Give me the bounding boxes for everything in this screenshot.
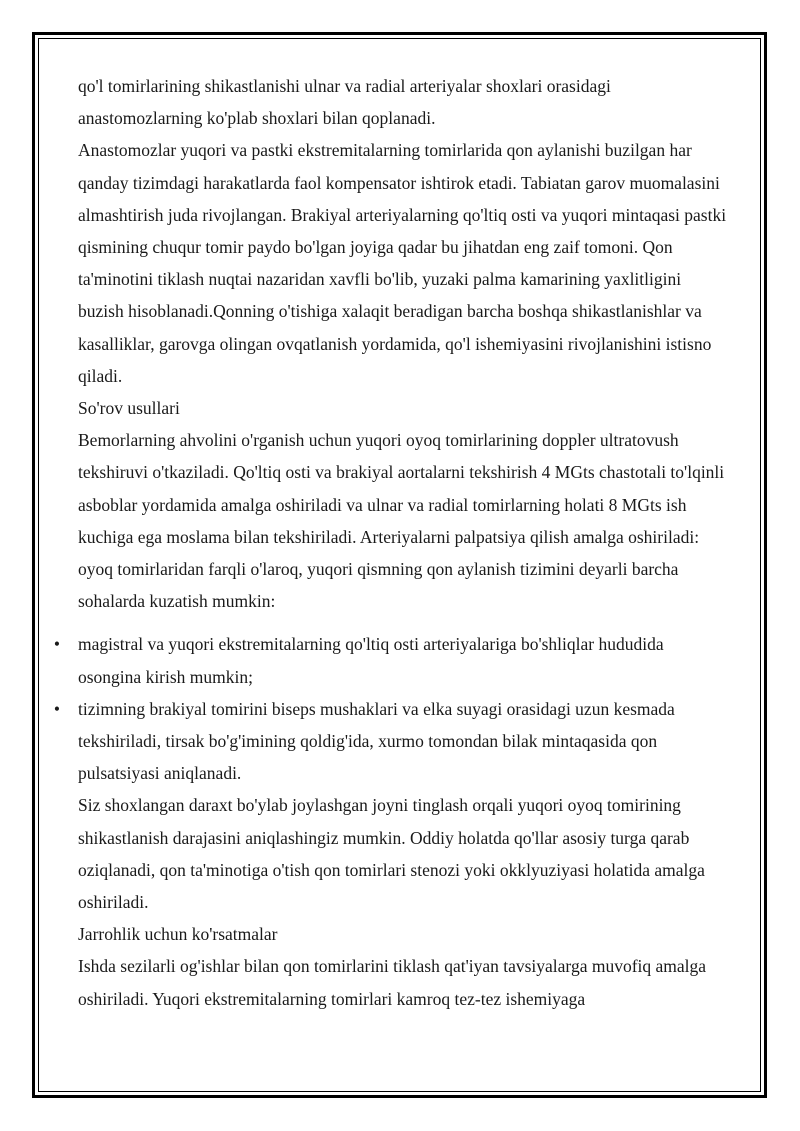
section-heading-surgery-indications: Jarrohlik uchun ko'rsatmalar <box>78 924 278 945</box>
paragraph-branching: Siz shoxlangan daraxt bo'ylab joylashgan joyni tinglash orqali yuqori oyoq tomirining shikastlanish darajasini aniqlashingiz mumkin. Oddiy holatda qo'llar asosiy turga qarab oziqlanadi, qon ta'minotiga o'tish qon tomirlari stenozi yoki okklyuziyasi holatida amalga oshiriladi. <box>78 795 705 913</box>
bullet-icon: • <box>53 634 61 655</box>
paragraph-intro: qo'l tomirlarining shikastlanishi ulnar va radial arteriyalar shoxlari orasidagi anastomozlarning ko'plab shoxlari bilan qoplanadi. <box>78 76 611 129</box>
paragraph-restoration: Ishda sezilarli og'ishlar bilan qon tomirlarini tiklash qat'iyan tavsiyalarga muvofiq amalga oshiriladi. Yuqori ekstremitalarning tomirlari kamroq tez-tez ishemiyaga <box>78 956 707 1009</box>
paragraph-anastomoses: Anastomozlar yuqori va pastki ekstremitalarning tomirlarida qon aylanishi buzilgan har qanday tizimdagi harakatlarda faol kompensator ishtirok etadi. Tabiatan garov muomalasini almashtirish juda rivojlangan. Brakiyal arteriyalarning qo'ltiq osti va yuqori mintaqasi pastki qismining chuqur tomir paydo bo'lgan joyiga qadar bu jihatdan eng zaif tomoni. Qon ta'minotini tiklash nuqtai nazaridan xavfli bo'lib, yuzaki palma kamarining yaxlitligini buzish hisoblanadi.Qonning o'tishiga xalaqit beradigan barcha boshqa shikastlanishlar va kasalliklar, garovga olingan ovqatlanish yordamida, qo'l ishemiyasini rivojlanishini istisno qiladi. <box>78 140 727 386</box>
document-body <box>53 70 728 1015</box>
list-item <box>53 693 728 790</box>
bullet-icon: • <box>53 698 61 719</box>
list-item-text: tizimning brakiyal tomirini biseps mushaklari va elka suyagi orasidagi uzun kesmada tekshiriladi, tirsak bo'g'imining qoldig'ida, xurmo tomondan bilak mintaqasida qon pulsatsiyasi aniqlanadi. <box>78 698 675 784</box>
list-item-text: magistral va yuqori ekstremitalarning qo'ltiq osti arteriyalariga bo'shliqlar hududida osongina kirish mumkin; <box>78 634 664 687</box>
list-item <box>53 628 728 692</box>
bullet-list <box>53 628 728 789</box>
paragraph-doppler: Bemorlarning ahvolini o'rganish uchun yuqori oyoq tomirlarining doppler ultratovush tekshiruvi o'tkaziladi. Qo'ltiq osti va brakiyal aortalarni tekshirish 4 MGts chastotali to'lqinli asboblar yordamida amalga oshiriladi va ulnar va radial tomirlarning holati 8 MGts ish kuchiga ega moslama bilan tekshiriladi. Arteriyalarni palpatsiya qilish amalga oshiriladi: oyoq tomirlaridan farqli o'laroq, yuqori qismning qon aylanish tizimini deyarli barcha sohalarda kuzatish mumkin: <box>78 430 725 612</box>
section-heading-survey-methods: So'rov usullari <box>78 398 180 419</box>
